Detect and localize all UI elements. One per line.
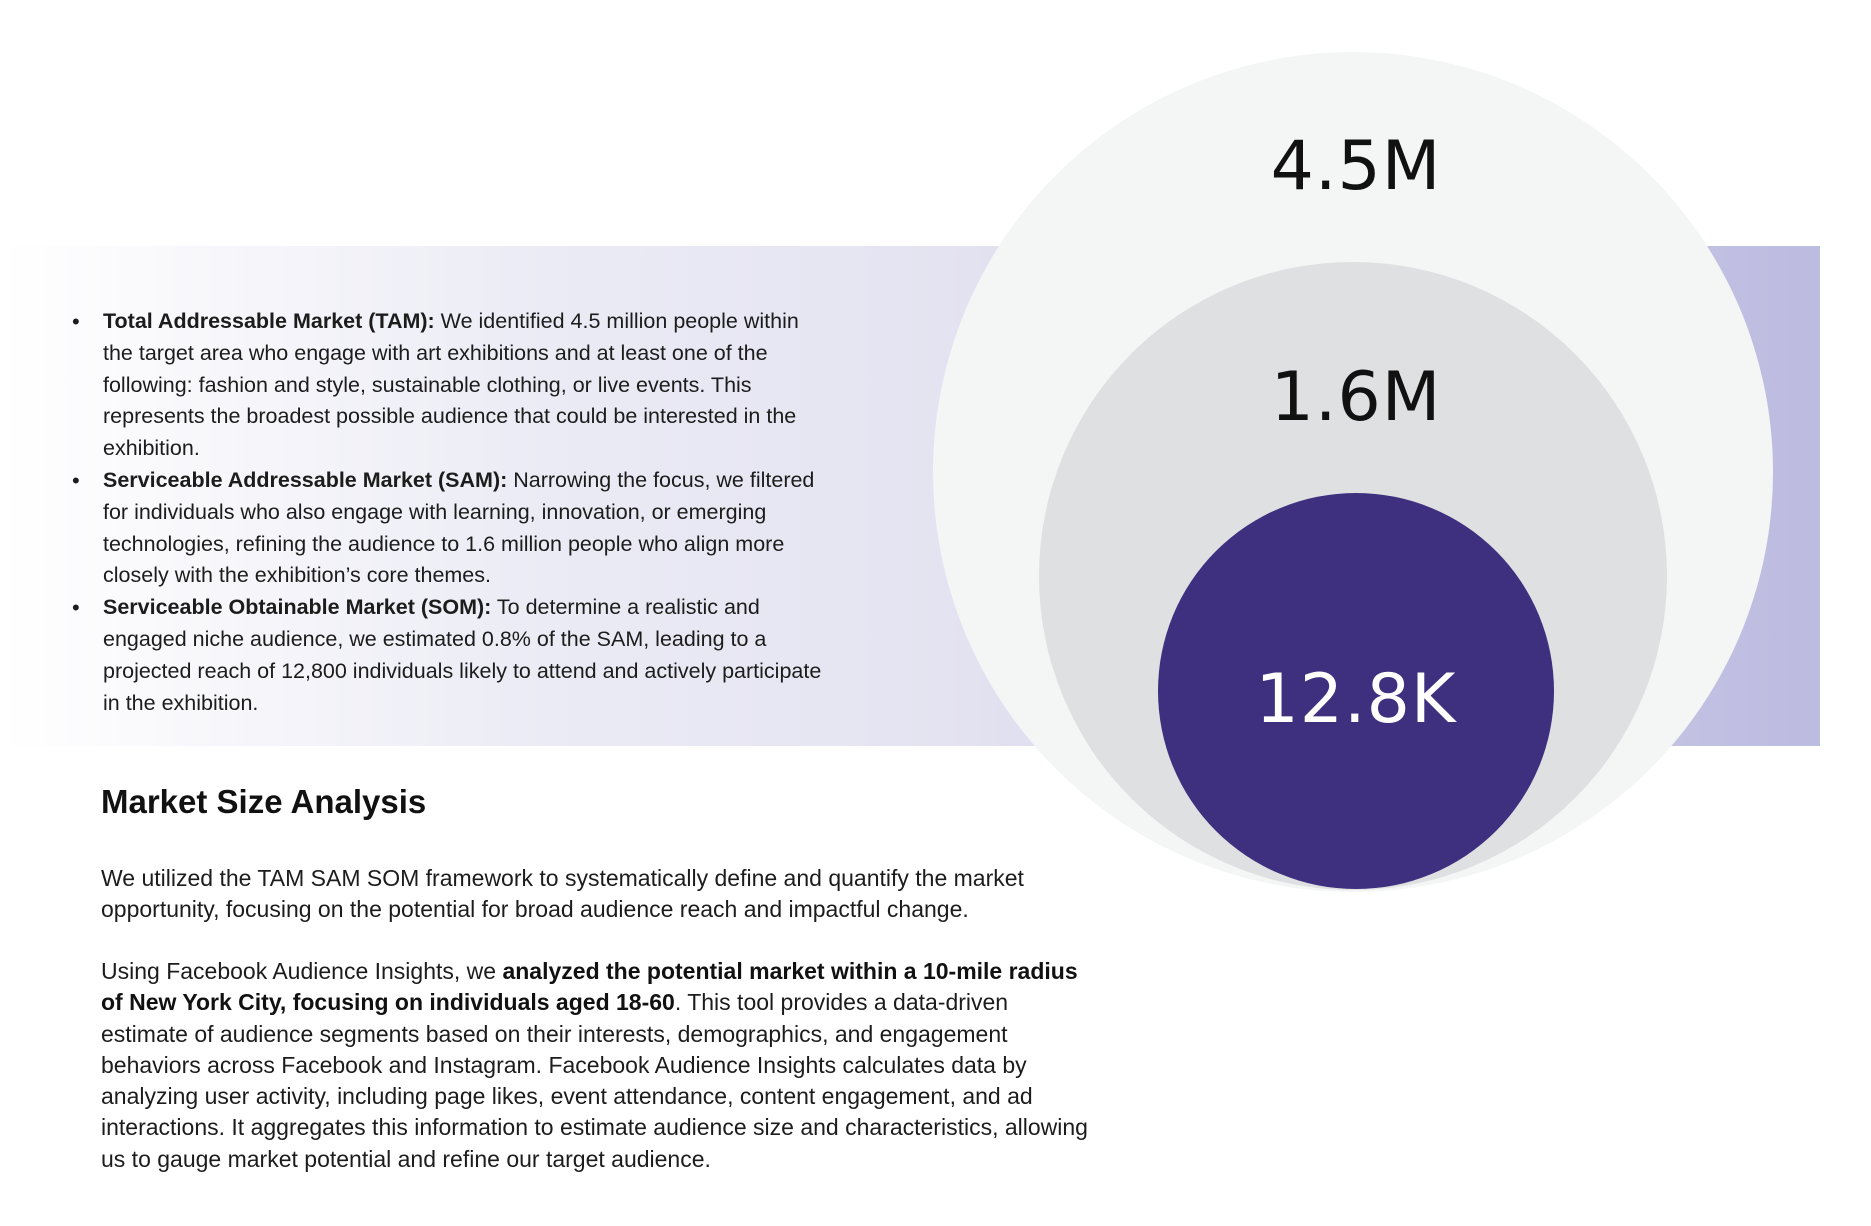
sam-value: 1.6M — [1270, 358, 1442, 437]
methodology-highlight: analyzed the potential market within a 10-mile radius of New York City, focusing on individuals aged 18-60 — [101, 958, 1078, 1016]
list-item-sam — [70, 465, 830, 592]
market-definitions-list — [70, 306, 830, 719]
bullet-icon: • — [72, 595, 80, 621]
list-item-som — [70, 592, 830, 719]
bullet-icon: • — [72, 309, 80, 334]
tam-value: 4.5M — [1270, 127, 1442, 206]
som-value: 12.8K — [1255, 660, 1457, 739]
som-term: Serviceable Obtainable Market (SOM): — [103, 595, 492, 620]
sam-description: Narrowing the focus, we filtered for individuals who also engage with learning, innovation, or emerging technologies, refining the audience to 1.6 million people who align more closely with the exhibition’s core themes. — [103, 467, 815, 588]
som-description: To determine a realistic and engaged niche audience, we estimated 0.8% of the SAM, leading to a projected reach of 12,800 individuals likely to attend and actively participate in the exhibition. — [103, 595, 822, 715]
tam-term: Total Addressable Market (TAM): — [103, 309, 435, 333]
section-heading: Market Size Analysis — [101, 783, 427, 820]
sam-term: Serviceable Addressable Market (SAM): — [103, 467, 508, 492]
methodology-rest: . This tool provides a data-driven estimate of audience segments based on their interests, demographics, and engagement behaviors across Facebook and Instagram. Facebook Audience Insights calculates data by analyzing user activity, including page likes, event attendance, content engagement, and ad interactions. It aggregates this information to estimate audience size and characteristics, allowing us to gauge market potential and refine our target audience. — [101, 989, 1088, 1172]
methodology-lead: Using Facebook Audience Insights, we — [101, 958, 503, 984]
list-item-tam — [70, 306, 830, 465]
tam-description: We identified 4.5 million people within the target area who engage with art exhibitions and at least one of the following: fashion and style, sustainable clothing, or live events. This represents the broadest possible audience that could be interested in the exhibition. — [103, 309, 799, 461]
framework-paragraph: We utilized the TAM SAM SOM framework to systematically define and quantify the market opportunity, focusing on the potential for broad audience reach and impactful change. — [101, 865, 1024, 923]
bullet-icon: • — [72, 467, 80, 493]
methodology-paragraph — [101, 956, 1101, 1175]
